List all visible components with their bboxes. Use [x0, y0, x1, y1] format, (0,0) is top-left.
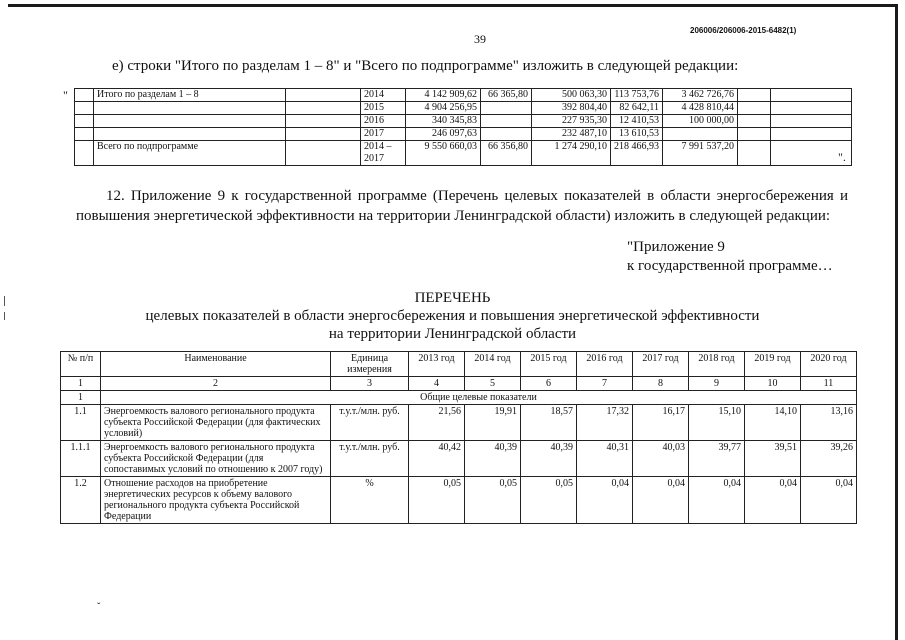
totals-row: [75, 128, 852, 141]
totals-year: 2014: [361, 89, 406, 102]
indicator-value: 0,04: [689, 477, 745, 524]
totals-value: 232 487,10: [532, 128, 611, 141]
totals-cell-empty: [771, 102, 852, 115]
totals-cell-empty: [738, 128, 771, 141]
totals-year: 2016: [361, 115, 406, 128]
totals-cell-empty: [738, 102, 771, 115]
indicator-value: 40,03: [633, 441, 689, 477]
totals-value: 4 428 810,44: [663, 102, 738, 115]
indicator-row: [61, 405, 857, 441]
column-number: 2: [101, 377, 331, 391]
indicator-value: 39,26: [801, 441, 857, 477]
totals-value: 340 345,83: [406, 115, 481, 128]
margin-mark: [4, 312, 5, 320]
indicator-row: [61, 477, 857, 524]
column-number: 1: [61, 377, 101, 391]
indicator-value: 0,04: [577, 477, 633, 524]
totals-row: [75, 102, 852, 115]
indicator-row: [61, 441, 857, 477]
indicator-value: 0,05: [409, 477, 465, 524]
totals-cell-empty: [75, 141, 94, 166]
document-id: 206006/206006-2015-6482(1): [690, 26, 797, 35]
column-number: 11: [801, 377, 857, 391]
header-row: [61, 352, 857, 377]
totals-value: 3 462 726,76: [663, 89, 738, 102]
indicator-value: 39,51: [745, 441, 801, 477]
column-header: 2017 год: [633, 352, 689, 377]
totals-value: 7 991 537,20: [663, 141, 738, 166]
totals-cell-empty: [286, 89, 361, 102]
indicator-number: 1.2: [61, 477, 101, 524]
indicator-value: 21,56: [409, 405, 465, 441]
indicator-value: 0,04: [745, 477, 801, 524]
column-header: 2014 год: [465, 352, 521, 377]
totals-cell-empty: [771, 89, 852, 102]
indicator-value: 39,77: [689, 441, 745, 477]
column-number-row: [61, 377, 857, 391]
totals-value: [481, 128, 532, 141]
indicator-value: 0,04: [801, 477, 857, 524]
totals-row-label: [94, 128, 286, 141]
column-header: 2020 год: [801, 352, 857, 377]
indicator-value: 16,17: [633, 405, 689, 441]
indicator-value: 40,31: [577, 441, 633, 477]
totals-value: [481, 115, 532, 128]
column-number: 7: [577, 377, 633, 391]
column-header: Единица измерения: [331, 352, 409, 377]
totals-cell-empty: [286, 115, 361, 128]
totals-cell-empty: [75, 102, 94, 115]
indicator-value: 19,91: [465, 405, 521, 441]
totals-year: 2015: [361, 102, 406, 115]
indicator-value: 40,42: [409, 441, 465, 477]
totals-value: 4 904 256,95: [406, 102, 481, 115]
totals-value: 113 753,76: [611, 89, 663, 102]
column-number: 4: [409, 377, 465, 391]
totals-cell-empty: [75, 89, 94, 102]
totals-cell-empty: [75, 115, 94, 128]
totals-value: 4 142 909,62: [406, 89, 481, 102]
totals-table: [74, 88, 852, 166]
indicator-unit: т.у.т./млн. руб.: [331, 441, 409, 477]
totals-value: [481, 102, 532, 115]
column-header: 2015 год: [521, 352, 577, 377]
list-subtitle: целевых показателей в области энергосбережения и повышения энергетической эффективности: [145, 308, 760, 324]
indicators-table: [60, 351, 857, 524]
totals-row: [75, 115, 852, 128]
column-number: 9: [689, 377, 745, 391]
section-label: Общие целевые показатели: [101, 391, 857, 405]
indicator-value: 17,32: [577, 405, 633, 441]
indicator-value: 0,04: [633, 477, 689, 524]
column-header: 2016 год: [577, 352, 633, 377]
column-number: 6: [521, 377, 577, 391]
totals-row: [75, 89, 852, 102]
list-subtitle-region: на территории Ленинградской области: [328, 326, 577, 342]
column-header: № п/п: [61, 352, 101, 377]
indicator-value: 0,05: [465, 477, 521, 524]
totals-value: [663, 128, 738, 141]
paragraph-12: [76, 186, 848, 226]
totals-cell-empty: [738, 115, 771, 128]
indicator-value: 15,10: [689, 405, 745, 441]
indicator-unit: т.у.т./млн. руб.: [331, 405, 409, 441]
list-title: ПЕРЕЧЕНЬ: [414, 290, 491, 306]
column-header: 2018 год: [689, 352, 745, 377]
totals-cell-empty: [738, 141, 771, 166]
totals-cell-empty: [286, 128, 361, 141]
column-header: 2013 год: [409, 352, 465, 377]
totals-row: [75, 141, 852, 166]
table1-close-quote: ".: [838, 150, 846, 164]
indicator-unit: %: [331, 477, 409, 524]
indicator-number: 1.1: [61, 405, 101, 441]
column-number: 8: [633, 377, 689, 391]
totals-value: 9 550 660,03: [406, 141, 481, 166]
totals-cell-empty: [771, 128, 852, 141]
appendix-label: "Приложение 9: [627, 239, 725, 255]
appendix-reference: к государственной программе…: [627, 258, 833, 274]
totals-value: 246 097,63: [406, 128, 481, 141]
table1-open-quote: ": [63, 88, 68, 102]
page-number: 39: [474, 32, 486, 46]
indicator-value: 40,39: [521, 441, 577, 477]
indicator-name: Отношение расходов на приобретение энергетических ресурсов к объему валового регионального продукта субъекта Российской Федерации: [101, 477, 331, 524]
column-header: Наименование: [101, 352, 331, 377]
totals-value: 12 410,53: [611, 115, 663, 128]
indicator-value: 13,16: [801, 405, 857, 441]
totals-row-label: [94, 102, 286, 115]
totals-cell-empty: [738, 89, 771, 102]
totals-cell-empty: [286, 102, 361, 115]
totals-value: 82 642,11: [611, 102, 663, 115]
column-header: 2019 год: [745, 352, 801, 377]
indicator-name: Энергоемкость валового регионального продукта субъекта Российской Федерации (для сопоставимых условий по отношению к 2007 году): [101, 441, 331, 477]
totals-value: 1 274 290,10: [532, 141, 611, 166]
paragraph-12-text: 12. Приложение 9 к государственной программе (Перечень целевых показателей в области энергосбережения и повышения энергетической эффективности на территории Ленинградской области) изложить в следующей редакции:: [76, 188, 848, 224]
indicator-name: Энергоемкость валового регионального продукта субъекта Российской Федерации (для фактических условий): [101, 405, 331, 441]
scan-border-top: [8, 4, 898, 7]
totals-cell-empty: [286, 141, 361, 166]
indicator-value: 18,57: [521, 405, 577, 441]
totals-value: 100 000,00: [663, 115, 738, 128]
totals-value: 66 365,80: [481, 89, 532, 102]
totals-row-label: Всего по подпрограмме: [94, 141, 286, 166]
section-row: [61, 391, 857, 405]
totals-row-label: Итого по разделам 1 – 8: [94, 89, 286, 102]
totals-cell-empty: [75, 128, 94, 141]
totals-row-label: [94, 115, 286, 128]
totals-value: 66 356,80: [481, 141, 532, 166]
column-number: 10: [745, 377, 801, 391]
totals-value: 500 063,30: [532, 89, 611, 102]
margin-mark: [4, 296, 5, 306]
instruction-line-e: е) строки "Итого по разделам 1 – 8" и "Всего по подпрограмме" изложить в следующей редакции:: [112, 58, 739, 74]
column-number: 3: [331, 377, 409, 391]
totals-value: 392 804,40: [532, 102, 611, 115]
totals-year: 2014 – 2017: [361, 141, 406, 166]
totals-value: 13 610,53: [611, 128, 663, 141]
column-number: 5: [465, 377, 521, 391]
section-number: 1: [61, 391, 101, 405]
totals-year: 2017: [361, 128, 406, 141]
bottom-mark: ˇ: [97, 602, 101, 613]
indicator-value: 0,05: [521, 477, 577, 524]
totals-value: 227 935,30: [532, 115, 611, 128]
indicator-number: 1.1.1: [61, 441, 101, 477]
totals-value: 218 466,93: [611, 141, 663, 166]
indicator-value: 14,10: [745, 405, 801, 441]
indicator-value: 40,39: [465, 441, 521, 477]
totals-cell-empty: [771, 115, 852, 128]
